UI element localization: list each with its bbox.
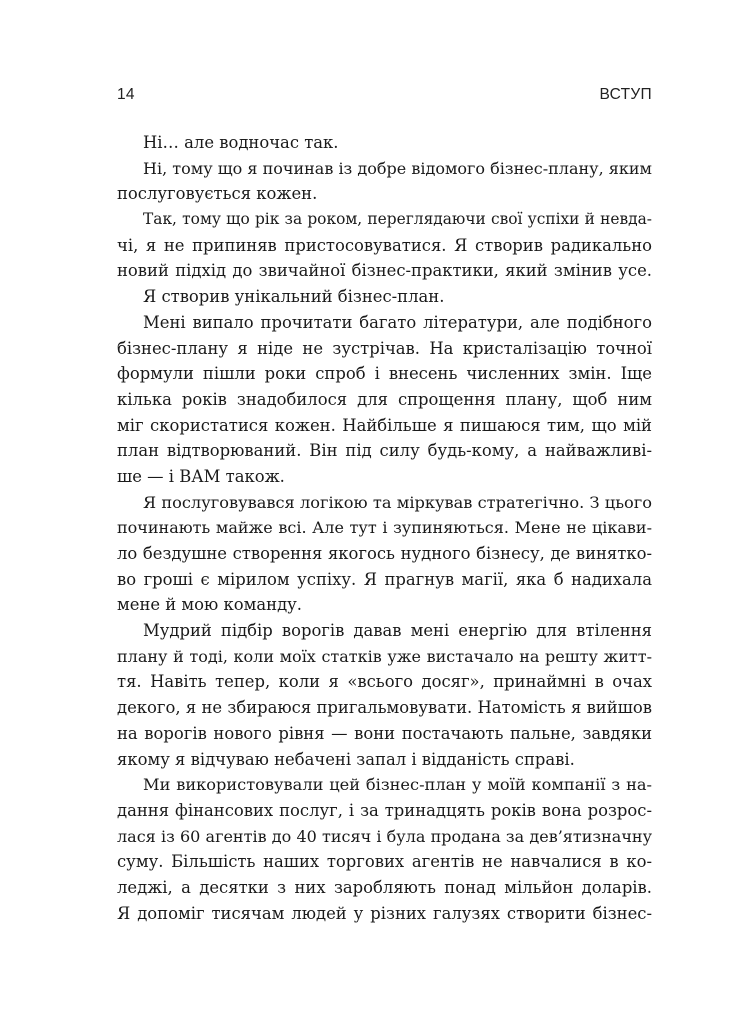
page-number: 14 bbox=[117, 86, 135, 103]
text-line: Я допоміг тисячам людей у різних галузях створити бізнес- bbox=[117, 903, 652, 923]
text-line: ло бездушне створення якогось нудного бізнесу, де винятко- bbox=[117, 544, 652, 563]
text-line: Ні, тому що я починав із добре відомого бізнес-плану, яким bbox=[143, 158, 652, 178]
text-line: новий підхід до звичайної бізнес-практики, який змінив усе. bbox=[117, 261, 652, 281]
running-head bbox=[117, 86, 652, 106]
text-line: Я послуговувався логікою та міркував стратегічно. З цього bbox=[143, 492, 652, 512]
text-line: леджі, а десятки з них заробляють понад мільйон доларів. bbox=[117, 877, 652, 897]
body-text bbox=[117, 130, 652, 926]
text-line: Ми використовували цей бізнес-план у моїй компанії з на- bbox=[143, 775, 652, 795]
text-line: Я створив унікальний бізнес-план. bbox=[143, 287, 445, 307]
section-title: ВСТУП bbox=[599, 86, 652, 103]
text-line: мене й мою команду. bbox=[117, 595, 303, 615]
text-line: міг скористатися кожен. Найбільше я пишаюся тим, що мій bbox=[117, 415, 652, 435]
text-line: суму. Більшість наших торгових агентів не навчалися в ко- bbox=[117, 852, 652, 872]
text-line: плану й тоді, коли моїх статків уже вистачало на решту житт- bbox=[117, 646, 652, 666]
text-line: тя. Навіть тепер, коли я «всього досяг», принаймні в очах bbox=[117, 672, 652, 692]
text-line: чі, я не припиняв пристосовуватися. Я створив радикально bbox=[117, 235, 652, 255]
text-line: формули пішли роки спроб і внесень численних змін. Іще bbox=[117, 364, 652, 384]
text-line: ше — і ВАМ також. bbox=[117, 466, 285, 486]
text-line: кілька років знадобилося для спрощення плану, щоб ним bbox=[117, 389, 652, 409]
text-line: Мені випало прочитати багато літератури, але подібного bbox=[143, 312, 652, 332]
text-line: на ворогів нового рівня — вони постачають пальне, завдяки bbox=[117, 723, 652, 743]
text-line: декого, я не збираюся пригальмовувати. Натомість я вийшов bbox=[117, 698, 652, 718]
text-line: дання фінансових послуг, і за тринадцять років вона розрос- bbox=[117, 800, 652, 820]
text-line: Ні… але водночас так. bbox=[143, 133, 339, 152]
text-line: лася із 60 агентів до 40 тисяч і була продана за дев’ятизначну bbox=[117, 826, 652, 846]
text-line: Так, тому що рік за роком, переглядаючи свої успіхи й невда- bbox=[143, 210, 652, 229]
text-line: Мудрий підбір ворогів давав мені енергію для втілення bbox=[143, 621, 652, 641]
text-line: бізнес-плану я ніде не зустрічав. На кристалізацію точної bbox=[117, 338, 652, 358]
text-line: план відтворюваний. Він під силу будь-кому, а найважливі- bbox=[117, 441, 652, 461]
text-line: починають майже всі. Але тут і зупиняються. Мене не цікави- bbox=[117, 518, 652, 538]
text-line: во гроші є мірилом успіху. Я прагнув магії, яка б надихала bbox=[117, 569, 652, 589]
text-line: якому я відчуваю небачені запал і відданість справі. bbox=[117, 749, 575, 769]
text-line: послуговується кожен. bbox=[117, 184, 318, 204]
